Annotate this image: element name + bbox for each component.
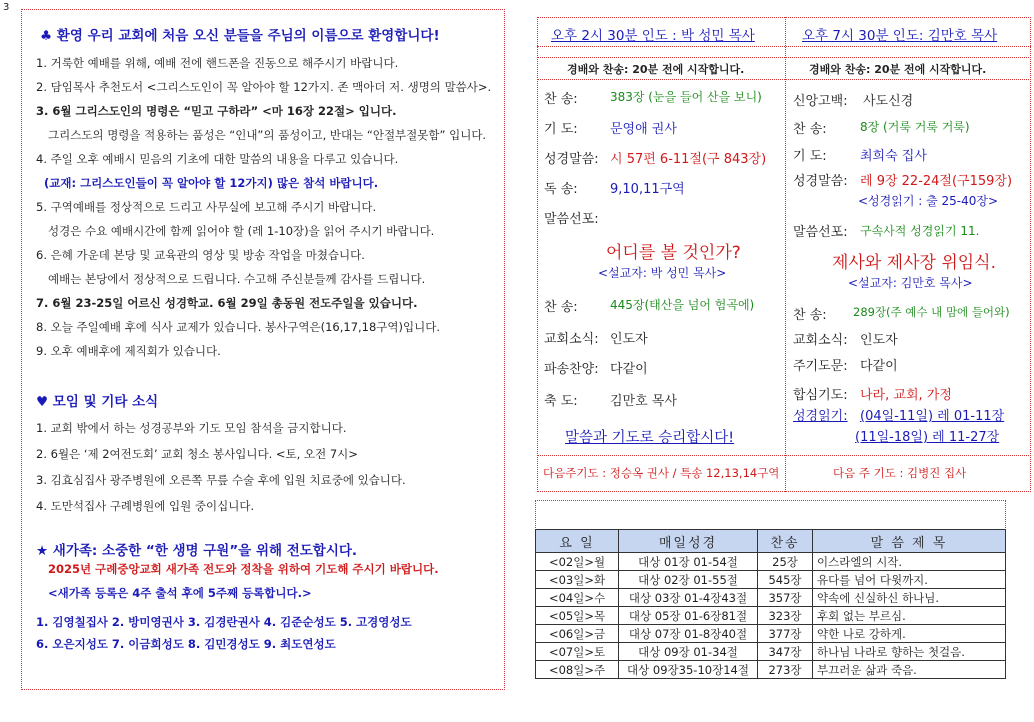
bible-label: 성경읽기: (793, 409, 848, 424)
title-cell: 약속에 신실하신 하나님. (813, 589, 1006, 607)
hymn-cell: 25장 (758, 553, 813, 571)
hymn2-label: 찬 송: (544, 300, 578, 315)
title-cell: 후회 없는 부르심. (813, 607, 1006, 625)
notice-item: 7. 6월 23-25일 어르신 성경학교. 6월 29일 총동원 전도주일을 있습니다. (36, 296, 418, 310)
hymn-cell: 357장 (758, 589, 813, 607)
title-cell: 이스라엘의 시작. (813, 553, 1006, 571)
table-header-space (535, 500, 1006, 530)
hymn2-label: 찬 송: (793, 308, 827, 323)
day-cell: <04일>수 (536, 589, 619, 607)
unison-value: 나라, 교회, 가정 (860, 388, 952, 403)
notice-item: 1. 거룩한 예배를 위해, 예배 전에 핸드폰을 진동으로 해주시기 바랍니다. (36, 56, 399, 70)
unison-label: 합심기도: (793, 388, 848, 403)
scripture-label: 성경말씀: (793, 174, 848, 189)
scripture-value: 시 57편 6-11절(구 843장) (610, 152, 767, 167)
lord-value: 다같이 (860, 359, 898, 374)
hymn-cell: 347장 (758, 643, 813, 661)
send-label: 파송찬양: (544, 362, 599, 377)
col-day: 요 일 (536, 530, 619, 553)
title-cell: 약한 나로 강하게. (813, 625, 1006, 643)
blessing-value: 김만호 목사 (610, 394, 677, 409)
hymn-label: 찬 송: (793, 122, 827, 137)
sermon-label: 말씀선포: (544, 212, 599, 227)
next-prayer: 다음 주 기도 : 김병진 집사 (833, 466, 967, 480)
table-row (536, 571, 1006, 589)
notice-item: 5. 구역예배를 정상적으로 드리고 사무실에 보고해 주시기 바랍니다. (36, 200, 377, 214)
table-row (536, 643, 1006, 661)
prayer-label: 기 도: (544, 122, 578, 137)
sermon-title: 어디를 볼 것인가? (606, 243, 741, 263)
hymn-value: 8장 (거룩 거룩 거룩) (860, 120, 970, 134)
hymn-cell: 273장 (758, 661, 813, 679)
evening-note: 경배와 찬송: 20분 전에 시작합니다. (809, 63, 987, 76)
notice-item: 4. 주일 오후 예배시 믿음의 기초에 대한 말씀의 내용을 다루고 있습니다. (36, 152, 399, 166)
prayer-value: 문영애 권사 (610, 122, 677, 137)
meeting-item: 1. 교회 밖에서 하는 성경공부와 기도 모임 참석을 금지합니다. (36, 421, 347, 435)
notice-item: 성경은 수요 예배시간에 함께 읽어야 할 (레 1-10장)을 읽어 주시기 바랍니다. (48, 224, 435, 238)
notice-item: (교재: 그리스도인들이 꼭 알아야 할 12가지) 많은 참석 바랍니다. (44, 176, 379, 190)
divider (537, 455, 1031, 456)
bible-cell: 대상 03장 01-4장43절 (619, 589, 758, 607)
notice-item: 3. 6월 그리스도인의 명령은 “믿고 구하라” <마 16장 22절> 입니다. (36, 104, 397, 118)
table-row (536, 589, 1006, 607)
reading-value: 9,10,11구역 (610, 182, 685, 197)
page-number: 3 (3, 2, 10, 13)
notice-item: 9. 오후 예배후에 제직회가 있습니다. (36, 344, 221, 358)
bible-cell: 대상 09장35-10장14절 (619, 661, 758, 679)
announcements-panel (21, 9, 505, 690)
col-bible: 매일성경 (619, 530, 758, 553)
reading-label: 독 송: (544, 182, 578, 197)
prayer-value: 최희숙 집사 (860, 149, 927, 164)
evening-header: 오후 7시 30분 인도: 김만호 목사 (802, 28, 998, 44)
notice-item: 2. 담임목사 추천도서 <그리스도인이 꼭 알아야 할 12가지. 존 맥아더 저. 생명의 말씀사>. (36, 80, 492, 94)
hymn-value: 383장 (눈을 들어 산을 보니) (610, 90, 762, 104)
meeting-item: 2. 6월은 ‘제 2여전도회’ 교회 청소 봉사입니다. <토, 오전 7시> (36, 447, 358, 461)
divider (537, 57, 1031, 58)
table-row (536, 607, 1006, 625)
table-row (536, 553, 1006, 571)
meeting-item: 4. 도만석집사 구례병원에 입원 중이십니다. (36, 499, 255, 513)
bible-cell: 대상 09장 01-34절 (619, 643, 758, 661)
news-label: 교회소식: (544, 332, 599, 347)
table-header-row (536, 530, 1006, 553)
notice-item: 그리스도의 명령을 적용하는 품성은 “인내”의 품성이고, 반대는 “안절부절못함” 입니다. (48, 128, 487, 142)
afternoon-note: 경배와 찬송: 20분 전에 시작합니다. (567, 63, 745, 76)
blessing-label: 축 도: (544, 394, 578, 409)
sermon-label: 말씀선포: (793, 225, 848, 240)
day-cell: <03일>화 (536, 571, 619, 589)
newfamily-line: <새가족 등록은 4주 출석 후에 5주째 등록합니다.> (48, 586, 312, 600)
bible-cell: 대상 01장 01-54절 (619, 553, 758, 571)
day-cell: <06일>금 (536, 625, 619, 643)
hymn-cell: 377장 (758, 625, 813, 643)
scripture-sub: <성경읽기 : 출 25-40장> (858, 194, 999, 208)
newfamily-title: ★ 새가족: 소중한 “한 생명 구원”을 위해 전도합시다. (36, 543, 358, 559)
sermon-title: 제사와 제사장 위임식. (832, 253, 997, 273)
col-title: 말 씀 제 목 (813, 530, 1006, 553)
news-label: 교회소식: (793, 333, 848, 348)
day-cell: <02일>월 (536, 553, 619, 571)
bible-cell: 대상 05장 01-6장81절 (619, 607, 758, 625)
hymn-cell: 323장 (758, 607, 813, 625)
creed-value: 사도신경 (863, 94, 914, 109)
hymn-label: 찬 송: (544, 92, 578, 107)
closing-slogan: 말씀과 기도로 승리합시다! (565, 430, 735, 446)
bible-plan-2: (11일-18일) 레 11-27장 (855, 430, 1000, 445)
welcome-title: ♣ 환영 우리 교회에 처음 오신 분들을 주님의 이름으로 환영합니다! (40, 28, 440, 44)
bible-plan-1: (04일-11일) 레 01-11장 (860, 409, 1005, 424)
newfamily-names: 6. 오은지성도 7. 이금희성도 8. 김민경성도 9. 최도연성도 (36, 637, 336, 651)
scripture-value: 레 9장 22-24절(구159장) (860, 174, 1013, 189)
table-row (536, 661, 1006, 679)
lord-label: 주기도문: (793, 359, 848, 374)
notice-item: 8. 오늘 주일예배 후에 식사 교제가 있습니다. 봉사구역은(16,17,18구역)입니다. (36, 320, 440, 334)
next-prayer: 다음주기도 : 정승옥 권사 / 특송 12,13,14구역 (543, 466, 780, 480)
preacher: <설교자: 박 성민 목사> (598, 266, 727, 280)
send-value: 다같이 (610, 362, 648, 377)
hymn2-value: 445장(태산을 넘어 험곡에) (610, 298, 755, 312)
title-cell: 유다를 넘어 다윗까지. (813, 571, 1006, 589)
meeting-title: ♥ 모임 및 기타 소식 (36, 394, 159, 410)
newfamily-line: 2025년 구례중앙교회 새가족 전도와 정착을 위하여 기도해 주시기 바랍니다. (48, 562, 439, 576)
day-cell: <08일>주 (536, 661, 619, 679)
hymn-cell: 545장 (758, 571, 813, 589)
column-divider (785, 17, 786, 492)
divider (537, 79, 1031, 80)
day-cell: <05일>목 (536, 607, 619, 625)
title-cell: 하나님 나라로 향하는 첫걸음. (813, 643, 1006, 661)
bible-cell: 대상 07장 01-8장40절 (619, 625, 758, 643)
bible-cell: 대상 02장 01-55절 (619, 571, 758, 589)
news-value: 인도자 (860, 333, 898, 348)
sermon-series: 구속사적 성경읽기 11. (860, 224, 980, 238)
daily-bible-table (535, 529, 1006, 679)
col-hymn: 찬송 (758, 530, 813, 553)
news-value: 인도자 (610, 332, 648, 347)
afternoon-header: 오후 2시 30분 인도 : 박 성민 목사 (551, 28, 755, 44)
creed-label: 신앙고백: (793, 94, 848, 109)
notice-item: 예배는 본당에서 정상적으로 드립니다. 수고해 주신분들께 감사를 드립니다. (48, 272, 426, 286)
notice-item: 6. 은혜 가운데 본당 및 교육관의 영상 및 방송 작업을 마쳤습니다. (36, 248, 365, 262)
prayer-label: 기 도: (793, 149, 827, 164)
meeting-item: 3. 김효심집사 광주병원에 오른쪽 무릎 수술 후에 입원 치료중에 있습니다. (36, 473, 406, 487)
preacher: <설교자: 김만호 목사> (848, 276, 973, 290)
newfamily-names: 1. 김영칠집사 2. 방미영권사 3. 김경란권사 4. 김준순성도 5. 고경영성도 (36, 615, 412, 629)
scripture-label: 성경말씀: (544, 152, 599, 167)
table-row (536, 625, 1006, 643)
day-cell: <07일>토 (536, 643, 619, 661)
title-cell: 부끄러운 삶과 죽음. (813, 661, 1006, 679)
hymn2-value: 289장(주 예수 내 맘에 들어와) (853, 305, 1010, 319)
divider (537, 46, 1031, 47)
